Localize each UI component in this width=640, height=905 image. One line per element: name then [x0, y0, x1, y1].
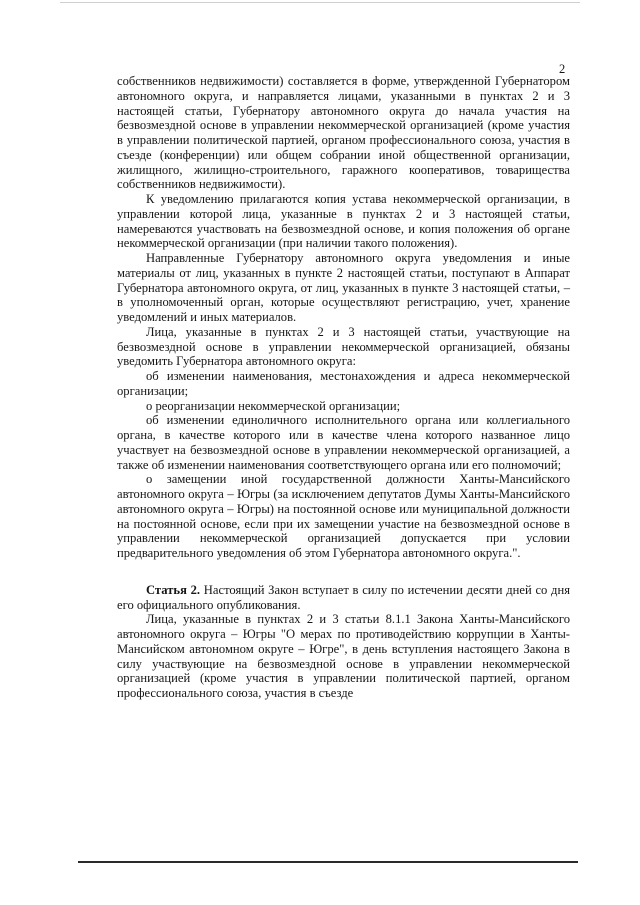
list-item-name-change: об изменении наименования, местонахождения и адреса некоммерческой организации;	[117, 369, 570, 398]
list-item-reorganization: о реорганизации некоммерческой организации;	[146, 398, 401, 413]
article-2-text: Настоящий Закон вступает в силу по истечении десяти дней со дня его официального опубликования.	[117, 582, 570, 612]
article-2-label: Статья 2.	[146, 582, 201, 597]
document-body	[117, 74, 570, 701]
scan-top-edge-line	[60, 2, 580, 3]
list-item-body-change: об изменении единоличного исполнительного органа или коллегиального органа, в качестве которого или в качестве члена которого названное лицо участвует на безвозмездной основе в управлении некоммерческой организацией, а также об изменении наименования соответствующего органа или его полномочий;	[117, 413, 570, 472]
paragraph-registration: Направленные Губернатору автономного округа уведомления и иные материалы от лиц, указанных в пункте 2 настоящей статьи, поступают в Аппарат Губернатора автономного округа, от лиц, указанных в пункте 3 настоящей статьи, – в уполномоченный орган, которые осуществляют регистрацию, учет, хранение уведомлений и иных материалов.	[117, 251, 570, 324]
section-gap	[117, 561, 570, 583]
paragraph-attachments: К уведомлению прилагаются копия устава некоммерческой организации, в управлении которой лица, указанные в пунктах 2 и 3 настоящей статьи, намереваются участвовать на безвозмездной основе, и копия положения об органе некоммерческой организации (при наличии такого положения).	[117, 192, 570, 251]
article-2-paragraph	[117, 583, 570, 613]
list-item-position: о замещении иной государственной должности Ханты-Мансийского автономного округа – Югры (за исключением депутатов Думы Ханты-Мансийского автономного округа – Югры) на постоянной основе или муниципальной должности на постоянной основе, если при их замещении участие на безвозмездной основе в управлении некоммерческой организацией допускается при условии предварительного уведомления об этом Губернатора автономного округа.".	[117, 472, 570, 560]
paragraph-obligation: Лица, указанные в пунктах 2 и 3 настоящей статьи, участвующие на безвозмездной основе в управлении некоммерческой организацией, обязаны уведомить Губернатора автономного округа:	[117, 324, 570, 369]
paragraph-transitional: Лица, указанные в пунктах 2 и 3 статьи 8.1.1 Закона Ханты-Мансийского автономного округа – Югры "О мерах по противодействию коррупции в Ханты-Мансийском автономном округе – Югре", в день вступления настоящего Закона в силу участвующие на безвозмездной основе в управлении некоммерческой организацией (кроме участия в управлении политической партией, органом профессионального союза, участия в съезде	[117, 612, 570, 700]
scan-bottom-edge-line	[78, 861, 578, 863]
page-number: 2	[559, 62, 566, 76]
paragraph-notification-form: собственников недвижимости) составляется в форме, утвержденной Губернатором автономного округа, и направляется лицами, указанными в пунктах 2 и 3 настоящей статьи, Губернатору автономного округа до начала участия на безвозмездной основе в управлении некоммерческой организацией (кроме участия в управлении политической партией, органом профессионального союза, участия в съезде (конференции) или общем собрании иной общественной организации, жилищного, жилищно-строительного, гаражного кооперативов, товарищества собственников недвижимости).	[117, 74, 570, 192]
